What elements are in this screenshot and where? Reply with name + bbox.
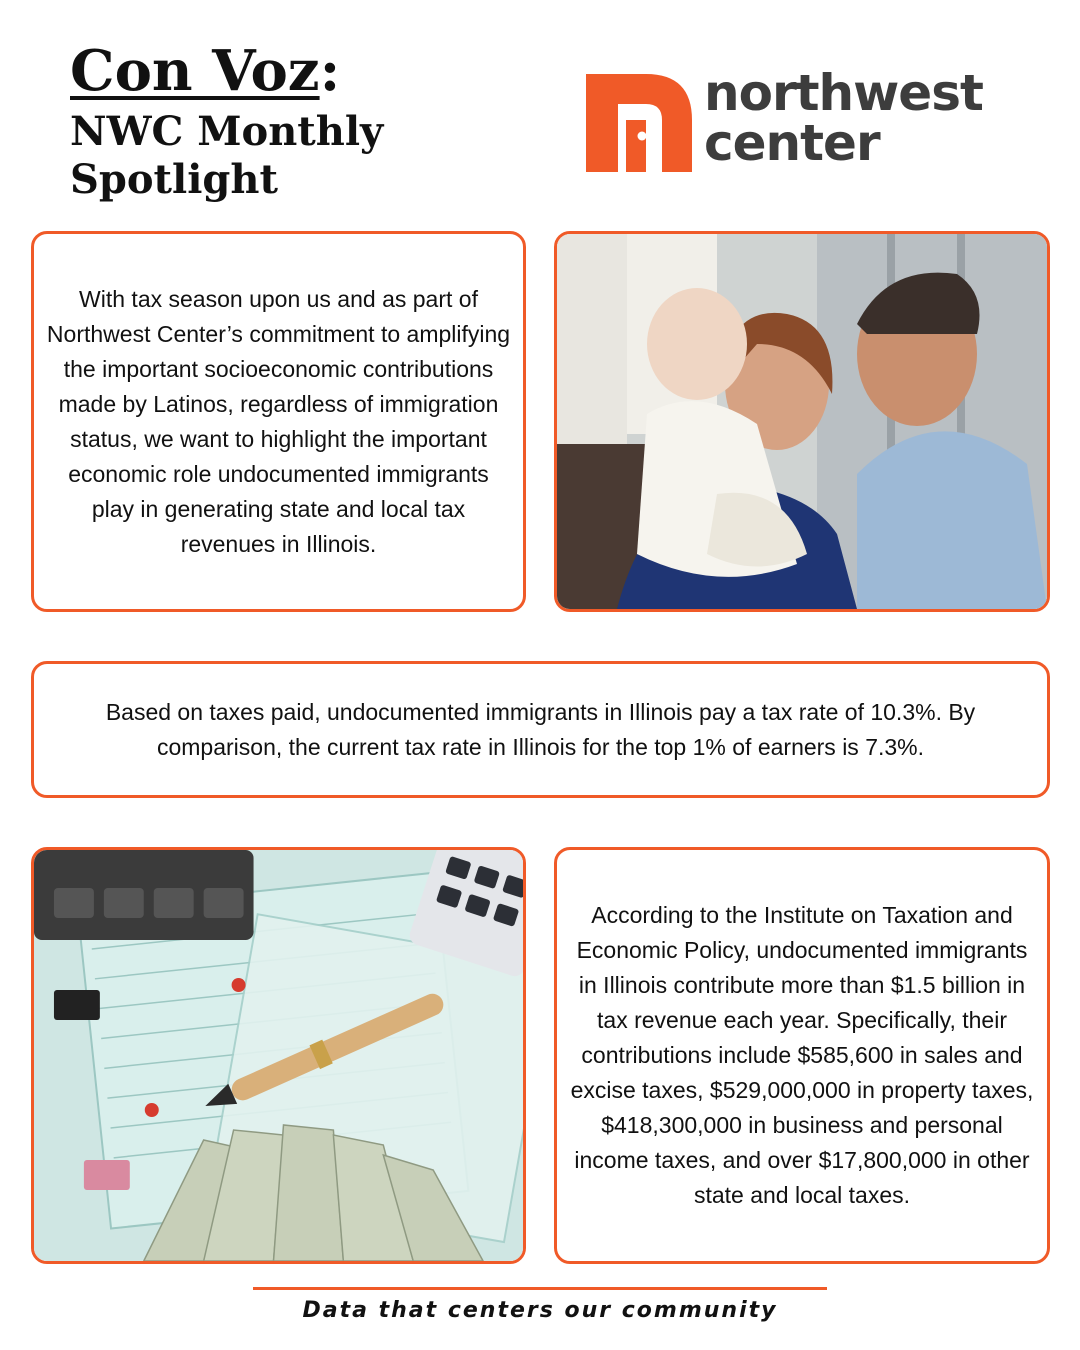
family-photo	[554, 231, 1050, 612]
footer-divider	[253, 1287, 827, 1290]
title-colon: :	[319, 38, 341, 104]
logo-line-1: northwest	[704, 64, 983, 122]
tax-contributions-text: According to the Institute on Taxation and Economic Policy, undocumented immigrants in Illinois contribute more than $1.5 billion in tax revenue each year. Specifically, their contributions include $585,600 in sales and excise taxes, $529,000,000 in property taxes, $418,300,000 in business and personal income taxes, and over $17,800,000 in other state and local taxes.	[570, 902, 1034, 1208]
title-subtitle	[70, 108, 383, 204]
tax-forms-photo-image	[34, 850, 523, 1261]
page-title	[70, 38, 383, 204]
subtitle-line-1: NWC Monthly	[70, 108, 384, 155]
tax-rate-comparison-text: Based on taxes paid, undocumented immigrants in Illinois pay a tax rate of 10.3%. By comparison, the current tax rate in Illinois for the top 1% of earners is 7.3%.	[105, 698, 976, 760]
tax-rate-comparison-card	[31, 661, 1050, 798]
title-main	[70, 38, 383, 104]
intro-card	[31, 231, 526, 612]
logo-wordmark	[704, 64, 983, 172]
footer-tagline: Data that centers our community	[302, 1298, 778, 1323]
title-con-voz: Con Voz	[70, 38, 320, 104]
family-photo-image	[557, 234, 1047, 609]
northwest-center-house-mark-icon	[586, 74, 692, 172]
tax-forms-photo	[31, 847, 526, 1264]
intro-text: With tax season upon us and as part of Northwest Center’s commitment to amplifying the important socioeconomic contributions made by Latinos, regardless of immigration status, we want to highlight the important economic role undocumented immigrants play in generating state and local tax revenues in Illinois.	[46, 285, 511, 557]
tax-contributions-card	[554, 847, 1050, 1264]
subtitle-line-2: Spotlight	[70, 156, 278, 203]
logo-line-2: center	[704, 114, 880, 172]
northwest-center-logo	[586, 64, 1026, 174]
